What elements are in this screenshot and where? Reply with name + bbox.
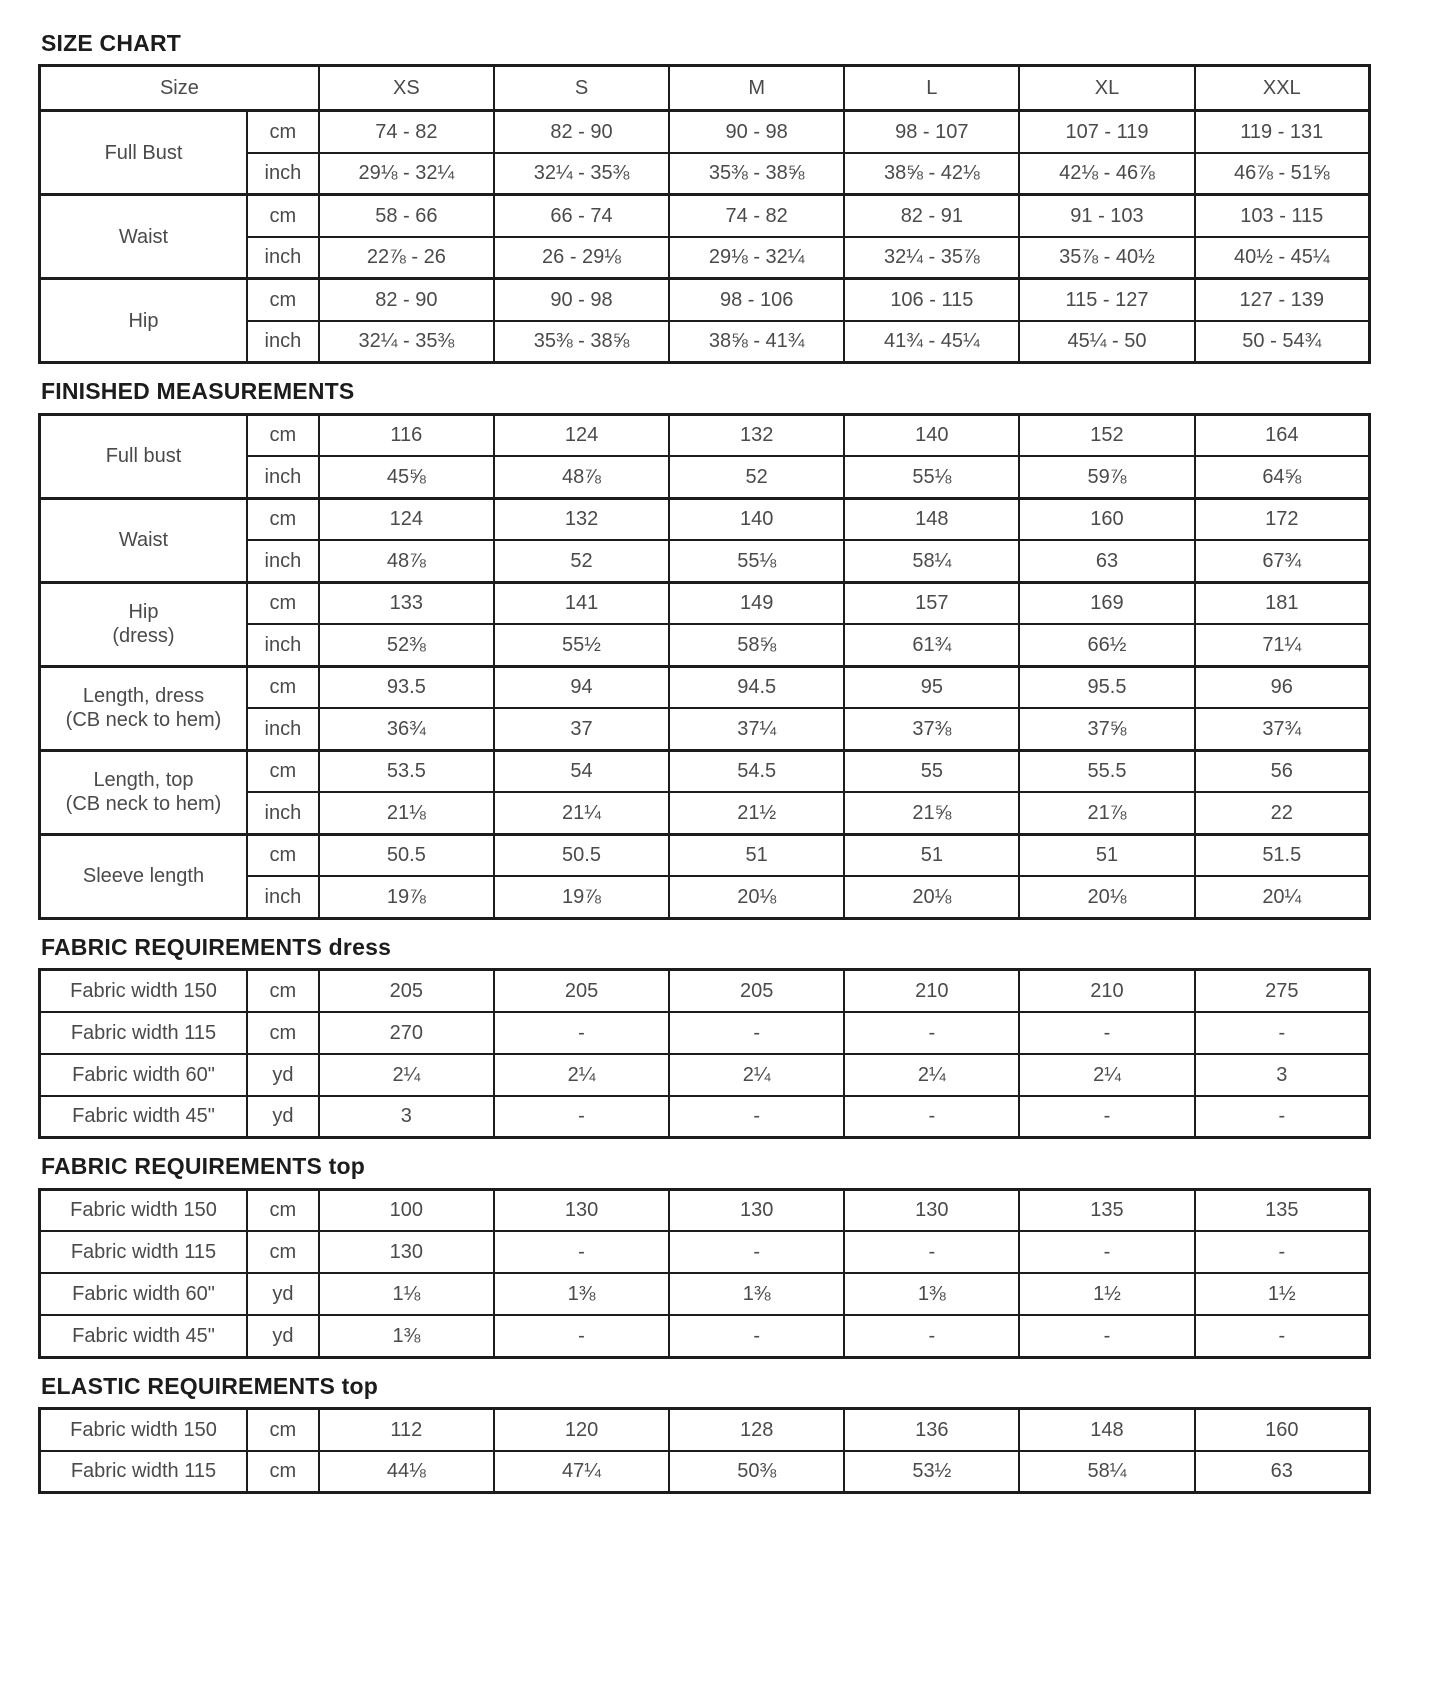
value-cell: 55⅛ — [669, 540, 844, 582]
fabric-requirements-dress-title: FABRIC REQUIREMENTS dress — [41, 933, 392, 960]
value-cell: 130 — [494, 1189, 669, 1231]
table-row — [40, 1409, 1370, 1451]
fabric-row-label: Fabric width 60" — [40, 1054, 247, 1096]
value-cell: 37⅝ — [1019, 708, 1194, 750]
measurement-label-line2: (CB neck to hem) — [65, 793, 222, 816]
value-cell: 53½ — [844, 1451, 1019, 1493]
value-cell: 3 — [319, 1096, 494, 1138]
value-cell: 172 — [1195, 498, 1370, 540]
value-cell: 2¼ — [1019, 1054, 1194, 1096]
unit-cell: inch — [247, 321, 319, 363]
measurement-label — [40, 750, 247, 834]
value-cell: 119 - 131 — [1195, 111, 1370, 153]
fabric-row-label: Fabric width 45" — [40, 1096, 247, 1138]
value-cell: 50⅜ — [669, 1451, 844, 1493]
value-cell: 157 — [844, 582, 1019, 624]
value-cell: 90 - 98 — [494, 279, 669, 321]
measurement-label-line1: Sleeve length — [82, 865, 205, 888]
unit-cell: cm — [247, 666, 319, 708]
value-cell: 1⅜ — [494, 1273, 669, 1315]
value-cell: 21¼ — [494, 792, 669, 834]
value-cell: 100 — [319, 1189, 494, 1231]
unit-cell: cm — [247, 582, 319, 624]
fabric-row-label: Fabric width 115 — [40, 1451, 247, 1493]
value-cell: 35⅜ - 38⅝ — [494, 321, 669, 363]
measurement-label — [40, 666, 247, 750]
measurement-label — [40, 195, 247, 279]
value-cell: 37¾ — [1195, 708, 1370, 750]
unit-cell: cm — [247, 750, 319, 792]
unit-cell: cm — [247, 834, 319, 876]
value-cell: - — [494, 1012, 669, 1054]
unit-cell: cm — [247, 1451, 319, 1493]
value-cell: - — [844, 1012, 1019, 1054]
value-cell: 21⅞ — [1019, 792, 1194, 834]
unit-cell: yd — [247, 1054, 319, 1096]
value-cell: 130 — [844, 1189, 1019, 1231]
value-cell: 130 — [319, 1231, 494, 1273]
value-cell: 2¼ — [669, 1054, 844, 1096]
measurement-label-line1: Full bust — [105, 445, 182, 468]
table-row — [40, 498, 1370, 540]
value-cell: 98 - 106 — [669, 279, 844, 321]
unit-cell: cm — [247, 111, 319, 153]
value-cell: 133 — [319, 582, 494, 624]
value-cell: 141 — [494, 582, 669, 624]
value-cell: 106 - 115 — [844, 279, 1019, 321]
table-row — [40, 1189, 1370, 1231]
value-cell: 93.5 — [319, 666, 494, 708]
value-cell: 71¼ — [1195, 624, 1370, 666]
value-cell: 120 — [494, 1409, 669, 1451]
value-cell: 205 — [494, 970, 669, 1012]
unit-cell: cm — [247, 1189, 319, 1231]
measurement-label — [40, 111, 247, 195]
value-cell: - — [1195, 1231, 1370, 1273]
unit-cell: cm — [247, 195, 319, 237]
value-cell: 45⅝ — [319, 456, 494, 498]
value-cell: 52 — [669, 456, 844, 498]
value-cell: 96 — [1195, 666, 1370, 708]
size-chart-table — [38, 64, 1371, 364]
value-cell: 37¼ — [669, 708, 844, 750]
fabric-requirements-top-title: FABRIC REQUIREMENTS top — [41, 1153, 366, 1180]
value-cell: 127 - 139 — [1195, 279, 1370, 321]
value-cell: - — [1019, 1096, 1194, 1138]
fabric-row-label: Fabric width 150 — [40, 1189, 247, 1231]
value-cell: 205 — [669, 970, 844, 1012]
value-cell: 210 — [1019, 970, 1194, 1012]
value-cell: - — [494, 1231, 669, 1273]
unit-cell: cm — [247, 414, 319, 456]
measurement-label-line1: Hip — [128, 309, 159, 332]
value-cell: 56 — [1195, 750, 1370, 792]
value-cell: 136 — [844, 1409, 1019, 1451]
measurement-label — [40, 834, 247, 918]
value-cell: 19⅞ — [494, 876, 669, 918]
value-cell: 61¾ — [844, 624, 1019, 666]
size-header-cell: Size — [40, 66, 319, 111]
value-cell: 103 - 115 — [1195, 195, 1370, 237]
measurement-label-line2: (dress) — [112, 625, 175, 648]
table-row — [40, 414, 1370, 456]
table-row — [40, 666, 1370, 708]
value-cell: 40½ - 45¼ — [1195, 237, 1370, 279]
value-cell: 44⅛ — [319, 1451, 494, 1493]
unit-cell: inch — [247, 540, 319, 582]
value-cell: 140 — [844, 414, 1019, 456]
value-cell: 90 - 98 — [669, 111, 844, 153]
value-cell: 32¼ - 35⅜ — [494, 153, 669, 195]
table-row — [40, 1012, 1370, 1054]
value-cell: - — [669, 1315, 844, 1357]
value-cell: 50 - 54¾ — [1195, 321, 1370, 363]
table-row — [40, 582, 1370, 624]
elastic-requirements-top-title: ELASTIC REQUIREMENTS top — [41, 1372, 379, 1399]
size-column-header-m: M — [669, 66, 844, 111]
value-cell: 51 — [669, 834, 844, 876]
unit-cell: yd — [247, 1315, 319, 1357]
value-cell: 21½ — [669, 792, 844, 834]
table-row — [40, 279, 1370, 321]
value-cell: 1⅛ — [319, 1273, 494, 1315]
value-cell: 1⅜ — [844, 1273, 1019, 1315]
value-cell: 32¼ - 35⅜ — [319, 321, 494, 363]
value-cell: 3 — [1195, 1054, 1370, 1096]
table-row — [40, 111, 1370, 153]
value-cell: 135 — [1019, 1189, 1194, 1231]
value-cell: 52⅜ — [319, 624, 494, 666]
fabric-requirements-top-table — [38, 1188, 1371, 1359]
value-cell: 42⅛ - 46⅞ — [1019, 153, 1194, 195]
value-cell: 82 - 90 — [494, 111, 669, 153]
value-cell: 37 — [494, 708, 669, 750]
value-cell: 148 — [844, 498, 1019, 540]
value-cell: 20⅛ — [669, 876, 844, 918]
size-column-header-l: L — [844, 66, 1019, 111]
unit-cell: cm — [247, 1409, 319, 1451]
value-cell: 63 — [1019, 540, 1194, 582]
value-cell: 275 — [1195, 970, 1370, 1012]
value-cell: 26 - 29⅛ — [494, 237, 669, 279]
value-cell: 19⅞ — [319, 876, 494, 918]
value-cell: 22 — [1195, 792, 1370, 834]
measurement-label — [40, 279, 247, 363]
measurement-label-line1: Full Bust — [104, 141, 183, 164]
value-cell: - — [1195, 1012, 1370, 1054]
value-cell: 66½ — [1019, 624, 1194, 666]
value-cell: 22⅞ - 26 — [319, 237, 494, 279]
value-cell: 2¼ — [319, 1054, 494, 1096]
value-cell: 52 — [494, 540, 669, 582]
value-cell: 82 - 90 — [319, 279, 494, 321]
value-cell: 59⅞ — [1019, 456, 1194, 498]
value-cell: 55⅛ — [844, 456, 1019, 498]
value-cell: 55 — [844, 750, 1019, 792]
fabric-row-label: Fabric width 60" — [40, 1273, 247, 1315]
value-cell: 1½ — [1195, 1273, 1370, 1315]
value-cell: 112 — [319, 1409, 494, 1451]
value-cell: 94.5 — [669, 666, 844, 708]
value-cell: 181 — [1195, 582, 1370, 624]
value-cell: 51 — [844, 834, 1019, 876]
value-cell: 45¼ - 50 — [1019, 321, 1194, 363]
value-cell: - — [669, 1012, 844, 1054]
value-cell: 38⅝ - 42⅛ — [844, 153, 1019, 195]
value-cell: - — [1195, 1315, 1370, 1357]
table-row — [40, 1451, 1370, 1493]
value-cell: 1⅜ — [669, 1273, 844, 1315]
elastic-requirements-top-table — [38, 1407, 1371, 1494]
unit-cell: yd — [247, 1096, 319, 1138]
value-cell: 205 — [319, 970, 494, 1012]
fabric-row-label: Fabric width 150 — [40, 1409, 247, 1451]
size-column-header-s: S — [494, 66, 669, 111]
value-cell: 148 — [1019, 1409, 1194, 1451]
value-cell: - — [1019, 1012, 1194, 1054]
value-cell: - — [1019, 1231, 1194, 1273]
table-row — [40, 1231, 1370, 1273]
value-cell: 58 - 66 — [319, 195, 494, 237]
unit-cell: inch — [247, 708, 319, 750]
value-cell: 66 - 74 — [494, 195, 669, 237]
size-column-header-xs: XS — [319, 66, 494, 111]
value-cell: - — [844, 1096, 1019, 1138]
finished-measurements-table — [38, 413, 1371, 920]
measurement-label — [40, 582, 247, 666]
table-row — [40, 195, 1370, 237]
value-cell: 132 — [494, 498, 669, 540]
measurement-label-line1: Waist — [118, 225, 169, 248]
value-cell: - — [1195, 1096, 1370, 1138]
size-column-header-xl: XL — [1019, 66, 1194, 111]
unit-cell: inch — [247, 624, 319, 666]
value-cell: 29⅛ - 32¼ — [669, 237, 844, 279]
value-cell: 50.5 — [494, 834, 669, 876]
value-cell: 63 — [1195, 1451, 1370, 1493]
unit-cell: inch — [247, 792, 319, 834]
value-cell: - — [844, 1231, 1019, 1273]
fabric-row-label: Fabric width 150 — [40, 970, 247, 1012]
table-row — [40, 1096, 1370, 1138]
value-cell: 41¾ - 45¼ — [844, 321, 1019, 363]
table-row — [40, 1315, 1370, 1357]
value-cell: 21⅛ — [319, 792, 494, 834]
value-cell: 124 — [319, 498, 494, 540]
measurement-label-line1: Length, top — [93, 768, 194, 791]
table-row — [40, 1273, 1370, 1315]
unit-cell: cm — [247, 279, 319, 321]
value-cell: 210 — [844, 970, 1019, 1012]
value-cell: 1½ — [1019, 1273, 1194, 1315]
value-cell: 58⅝ — [669, 624, 844, 666]
table-row — [40, 834, 1370, 876]
value-cell: 130 — [669, 1189, 844, 1231]
value-cell: 54.5 — [669, 750, 844, 792]
unit-cell: cm — [247, 498, 319, 540]
value-cell: 29⅛ - 32¼ — [319, 153, 494, 195]
value-cell: 149 — [669, 582, 844, 624]
finished-measurements-title: FINISHED MEASUREMENTS — [41, 378, 355, 405]
value-cell: 36¾ — [319, 708, 494, 750]
value-cell: 53.5 — [319, 750, 494, 792]
value-cell: 107 - 119 — [1019, 111, 1194, 153]
value-cell: 82 - 91 — [844, 195, 1019, 237]
value-cell: - — [494, 1315, 669, 1357]
value-cell: 95 — [844, 666, 1019, 708]
value-cell: 20⅛ — [844, 876, 1019, 918]
value-cell: 35⅞ - 40½ — [1019, 237, 1194, 279]
value-cell: 140 — [669, 498, 844, 540]
value-cell: 20¼ — [1195, 876, 1370, 918]
fabric-row-label: Fabric width 115 — [40, 1231, 247, 1273]
unit-cell: inch — [247, 153, 319, 195]
value-cell: - — [494, 1096, 669, 1138]
unit-cell: cm — [247, 1012, 319, 1054]
value-cell: 67¾ — [1195, 540, 1370, 582]
value-cell: 37⅜ — [844, 708, 1019, 750]
measurement-label — [40, 414, 247, 498]
value-cell: 21⅝ — [844, 792, 1019, 834]
value-cell: 20⅛ — [1019, 876, 1194, 918]
fabric-row-label: Fabric width 45" — [40, 1315, 247, 1357]
fabric-row-label: Fabric width 115 — [40, 1012, 247, 1054]
unit-cell: yd — [247, 1273, 319, 1315]
value-cell: 128 — [669, 1409, 844, 1451]
measurement-label-line1: Waist — [118, 529, 169, 552]
value-cell: 160 — [1195, 1409, 1370, 1451]
value-cell: 74 - 82 — [669, 195, 844, 237]
value-cell: 51.5 — [1195, 834, 1370, 876]
value-cell: 55.5 — [1019, 750, 1194, 792]
value-cell: 2¼ — [494, 1054, 669, 1096]
value-cell: - — [669, 1096, 844, 1138]
size-column-header-xxl: XXL — [1195, 66, 1370, 111]
table-row — [40, 970, 1370, 1012]
measurement-label-line2: (CB neck to hem) — [65, 709, 222, 732]
value-cell: - — [669, 1231, 844, 1273]
value-cell: 124 — [494, 414, 669, 456]
unit-cell: cm — [247, 1231, 319, 1273]
value-cell: 54 — [494, 750, 669, 792]
measurement-label-line1: Hip — [128, 600, 159, 623]
unit-cell: cm — [247, 970, 319, 1012]
value-cell: 58¼ — [844, 540, 1019, 582]
value-cell: 95.5 — [1019, 666, 1194, 708]
value-cell: 64⅝ — [1195, 456, 1370, 498]
value-cell: 169 — [1019, 582, 1194, 624]
fabric-requirements-dress-table — [38, 968, 1371, 1139]
table-row — [40, 66, 1370, 111]
value-cell: 135 — [1195, 1189, 1370, 1231]
value-cell: 116 — [319, 414, 494, 456]
value-cell: 48⅞ — [319, 540, 494, 582]
unit-cell: inch — [247, 876, 319, 918]
value-cell: 2¼ — [844, 1054, 1019, 1096]
value-cell: 32¼ - 35⅞ — [844, 237, 1019, 279]
size-chart-title: SIZE CHART — [41, 30, 181, 56]
table-row — [40, 750, 1370, 792]
value-cell: 48⅞ — [494, 456, 669, 498]
value-cell: 74 - 82 — [319, 111, 494, 153]
value-cell: 98 - 107 — [844, 111, 1019, 153]
value-cell: 94 — [494, 666, 669, 708]
value-cell: 160 — [1019, 498, 1194, 540]
table-row — [40, 1054, 1370, 1096]
value-cell: 152 — [1019, 414, 1194, 456]
value-cell: 270 — [319, 1012, 494, 1054]
value-cell: 46⅞ - 51⅝ — [1195, 153, 1370, 195]
value-cell: 50.5 — [319, 834, 494, 876]
value-cell: 47¼ — [494, 1451, 669, 1493]
value-cell: 1⅜ — [319, 1315, 494, 1357]
value-cell: 132 — [669, 414, 844, 456]
value-cell: 35⅜ - 38⅝ — [669, 153, 844, 195]
unit-cell: inch — [247, 456, 319, 498]
value-cell: - — [844, 1315, 1019, 1357]
unit-cell: inch — [247, 237, 319, 279]
value-cell: 55½ — [494, 624, 669, 666]
value-cell: 115 - 127 — [1019, 279, 1194, 321]
measurement-label — [40, 498, 247, 582]
value-cell: 58¼ — [1019, 1451, 1194, 1493]
value-cell: 164 — [1195, 414, 1370, 456]
value-cell: - — [1019, 1315, 1194, 1357]
value-cell: 38⅝ - 41¾ — [669, 321, 844, 363]
measurement-label-line1: Length, dress — [82, 684, 205, 707]
value-cell: 51 — [1019, 834, 1194, 876]
value-cell: 91 - 103 — [1019, 195, 1194, 237]
